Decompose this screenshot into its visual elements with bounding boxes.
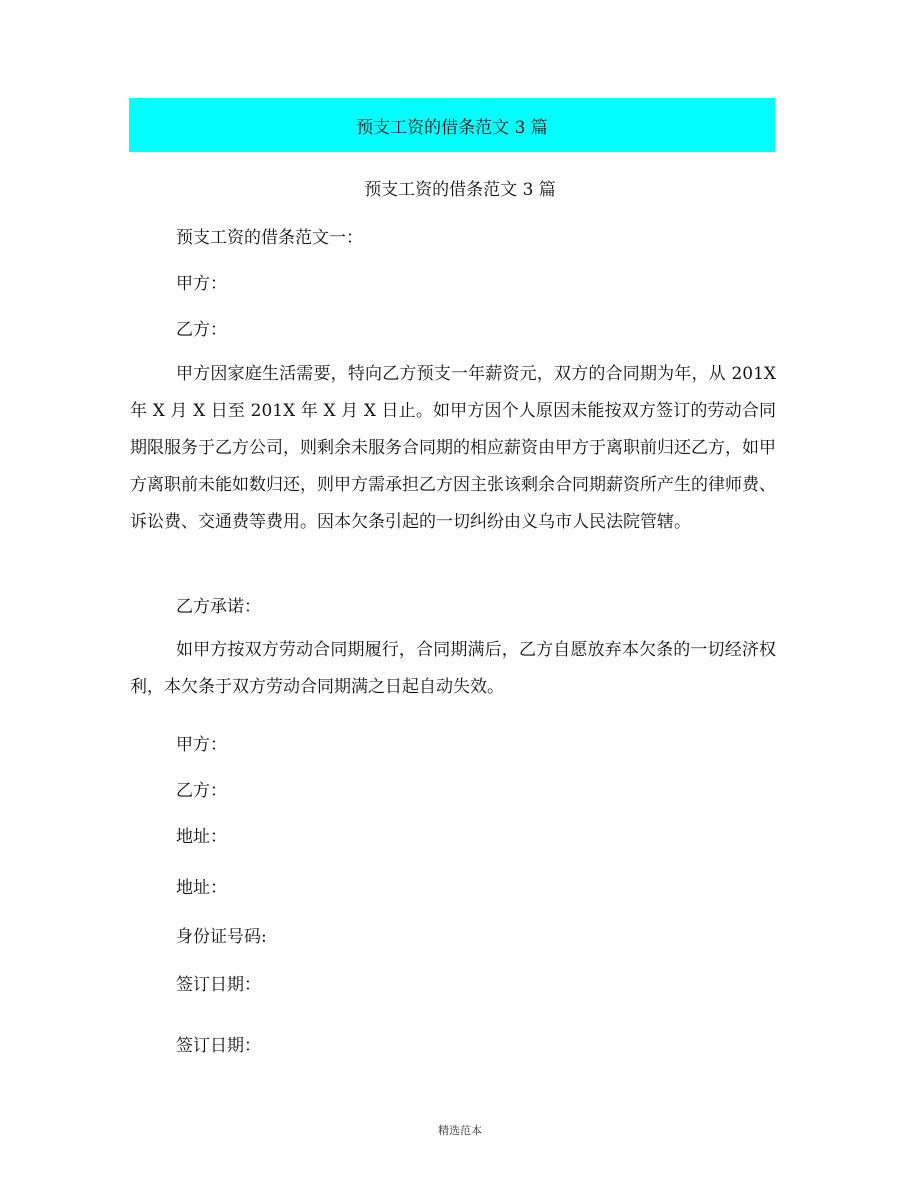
sign-date-line-2: 签订日期： [176, 1036, 261, 1056]
page-footer: 精选范本 [438, 1124, 482, 1137]
sign-date-line-1: 签订日期： [176, 975, 261, 995]
party-a-label: 甲方： [176, 274, 227, 294]
signature-party-b: 乙方： [176, 781, 227, 801]
document-subtitle: 预支工资的借条范文 3 篇 [364, 180, 556, 200]
body-paragraph: 甲方因家庭生活需要，特向乙方预支一年薪资元，双方的合同期为年，从 201X 年 X 月 X 日至 201X 年 X 月 X 日止。如甲方因个人原因未能按双方签订的劳动合同期限服务于乙方公司，则剩余未服务合同期的相应薪资由甲方于离职前归还乙方，如甲方离职前未能如数归还，则甲方需承担乙方因主张该剩余合同期薪资所产生的律师费、诉讼费、交通费等费用。因本欠条引起的一切纠纷由义乌市人民法院管辖。 [130, 364, 776, 532]
promise-heading: 乙方承诺： [176, 597, 261, 617]
title-banner [129, 98, 775, 152]
banner-title: 预支工资的借条范文 3 篇 [356, 117, 548, 138]
address-line-1: 地址： [176, 827, 227, 847]
signature-party-a: 甲方： [176, 735, 227, 755]
promise-paragraph: 如甲方按双方劳动合同期履行，合同期满后，乙方自愿放弃本欠条的一切经济权利，本欠条于双方劳动合同期满之日起自动失效。 [130, 640, 776, 697]
address-line-2: 地址： [176, 878, 227, 898]
party-b-label: 乙方： [176, 320, 227, 340]
id-number-line: 身份证号码: [176, 927, 267, 947]
section-heading: 预支工资的借条范文一： [176, 228, 363, 248]
